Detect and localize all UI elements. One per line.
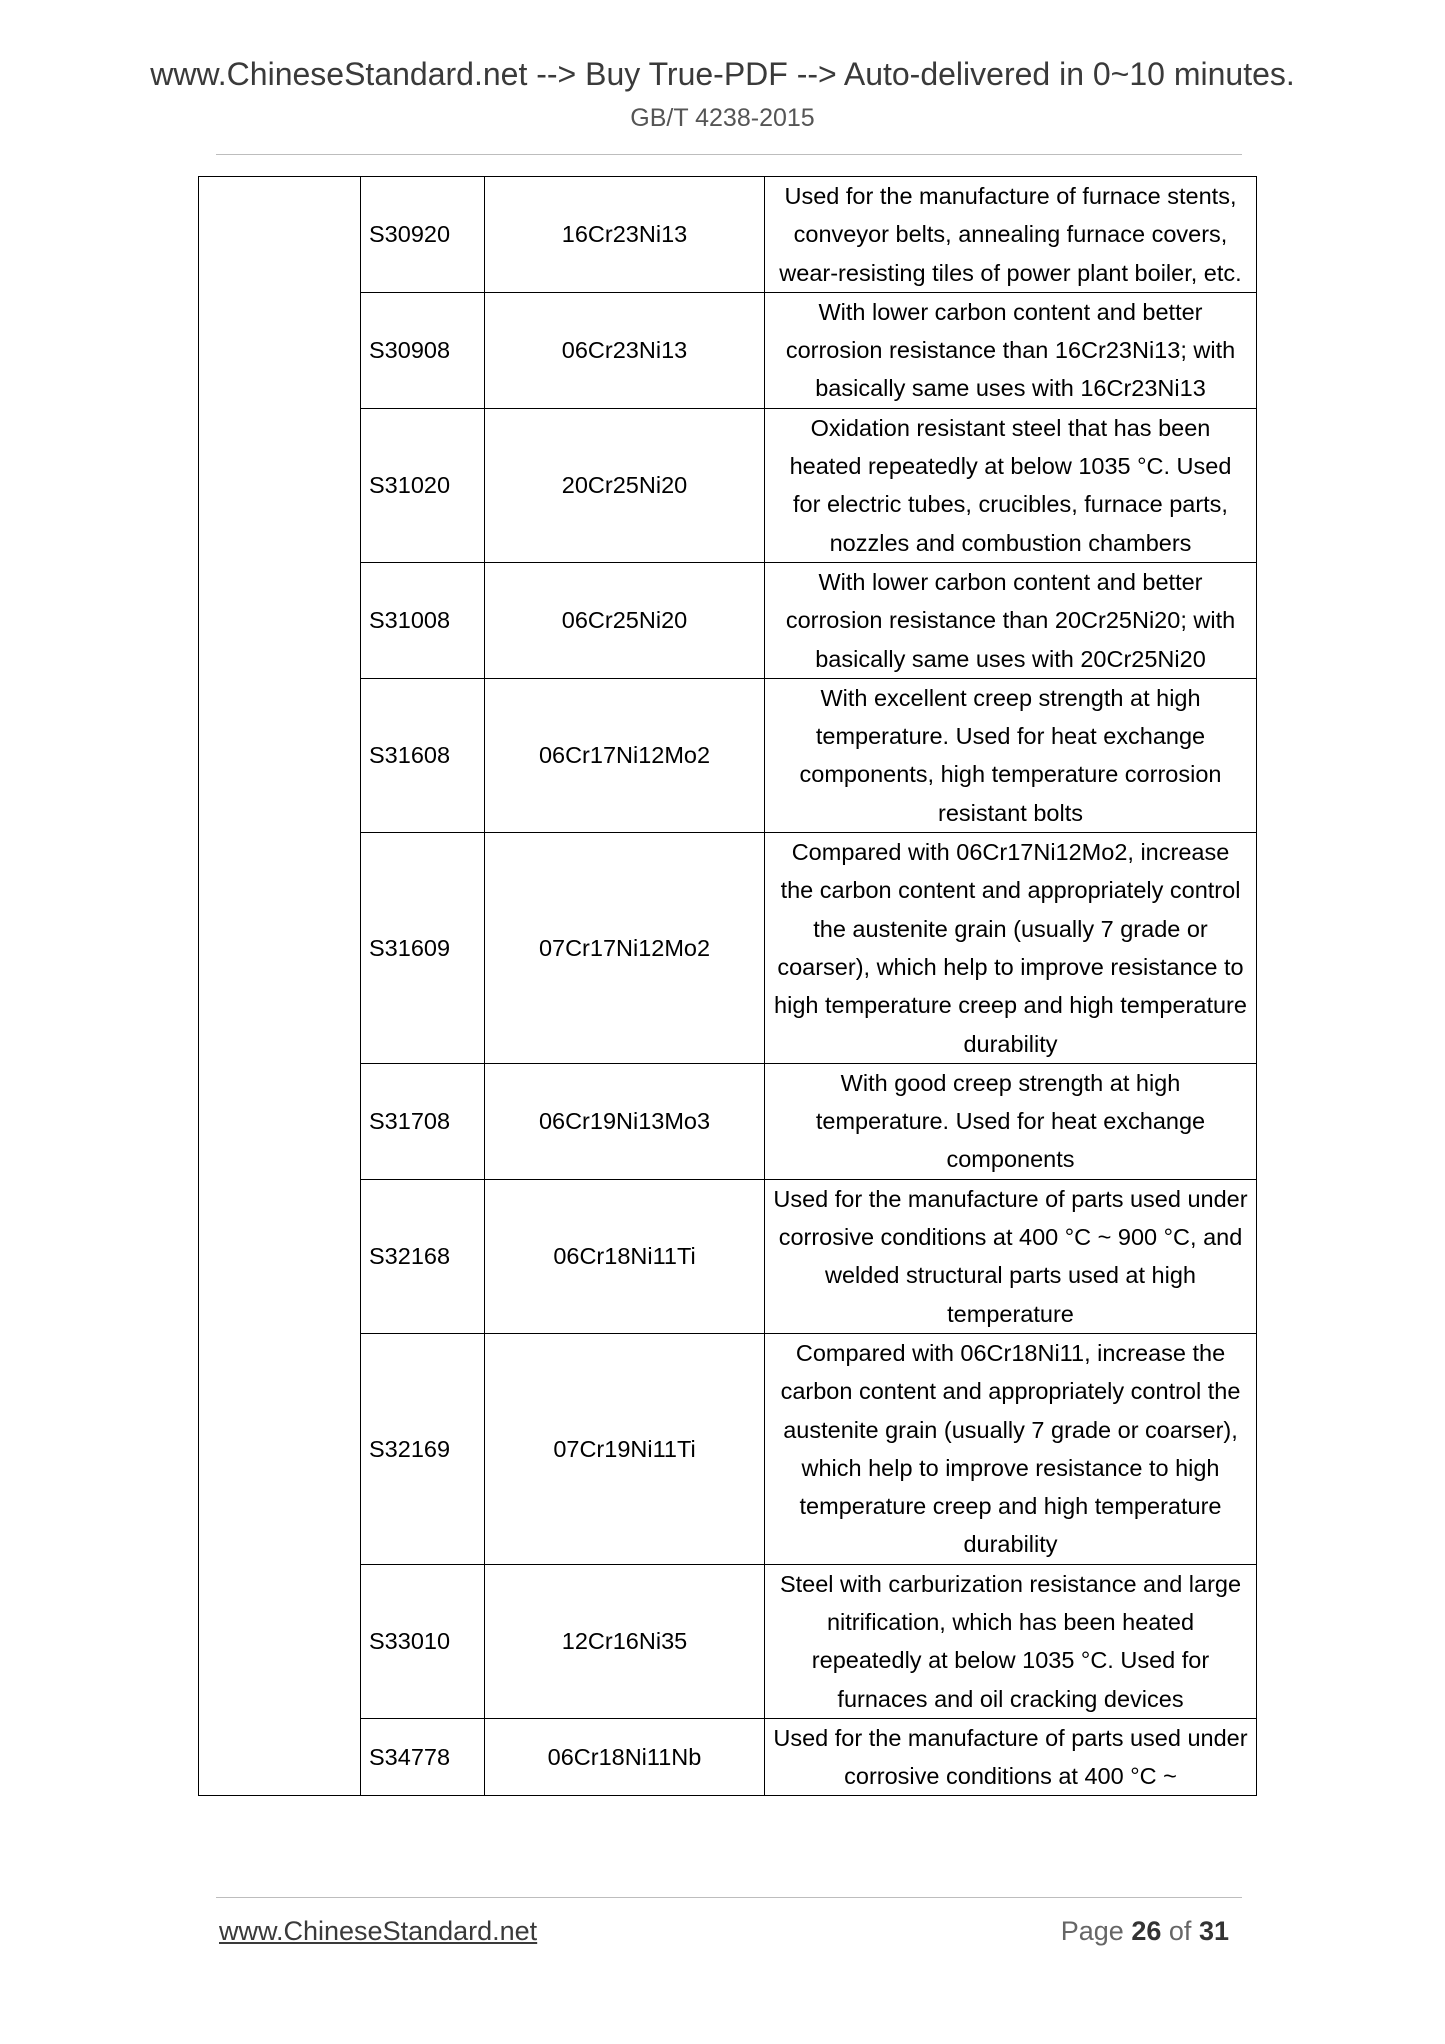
page-label: Page (1060, 1916, 1124, 1946)
unified-code-cell: S32169 (361, 1333, 485, 1564)
page-total: 31 (1198, 1916, 1229, 1946)
grade-cell: 06Cr23Ni13 (485, 292, 765, 408)
application-cell: With excellent creep strength at high temperature. Used for heat exchange components, high temperature corrosion resistant bolts (765, 678, 1257, 832)
footer-divider (216, 1897, 1242, 1898)
application-cell: Used for the manufacture of parts used under corrosive conditions at 400 °C ~ 900 °C, and welded structural parts used at high temperature (765, 1179, 1257, 1333)
unified-code-cell: S31608 (361, 678, 485, 832)
application-cell: Used for the manufacture of parts used under corrosive conditions at 400 °C ~ (765, 1718, 1257, 1796)
application-cell: Compared with 06Cr18Ni11, increase the carbon content and appropriately control the austenite grain (usually 7 grade or coarser), which help to improve resistance to high temperature creep and high temperature durability (765, 1333, 1257, 1564)
unified-code-cell: S34778 (361, 1718, 485, 1796)
unified-code-cell: S32168 (361, 1179, 485, 1333)
grade-cell: 12Cr16Ni35 (485, 1564, 765, 1718)
grade-cell: 06Cr19Ni13Mo3 (485, 1063, 765, 1179)
table-row (199, 177, 1257, 293)
unified-code-cell: S30920 (361, 177, 485, 293)
page-current: 26 (1131, 1916, 1162, 1946)
unified-code-cell: S33010 (361, 1564, 485, 1718)
grade-cell: 06Cr17Ni12Mo2 (485, 678, 765, 832)
unified-code-cell: S31008 (361, 562, 485, 678)
header-divider (216, 154, 1242, 155)
grade-cell: 07Cr19Ni11Ti (485, 1333, 765, 1564)
page-indicator (1061, 1916, 1229, 1947)
site-link[interactable]: www.ChineseStandard.net (219, 1916, 538, 1946)
application-cell: Compared with 06Cr17Ni12Mo2, increase the carbon content and appropriately control the austenite grain (usually 7 grade or coarser), which help to improve resistance to high temperature creep and high temperature durability (765, 833, 1257, 1064)
unified-code-cell: S31708 (361, 1063, 485, 1179)
grade-cell: 20Cr25Ni20 (485, 408, 765, 562)
standard-number: GB/T 4238-2015 (630, 104, 815, 132)
grade-cell: 16Cr23Ni13 (485, 177, 765, 293)
grade-cell: 06Cr25Ni20 (485, 562, 765, 678)
steel-grade-table (198, 176, 1257, 1796)
category-cell (199, 177, 361, 1796)
header-banner: www.ChineseStandard.net --> Buy True-PDF --> Auto-delivered in 0~10 minutes. (150, 56, 1295, 92)
unified-code-cell: S31020 (361, 408, 485, 562)
application-cell: With lower carbon content and better corrosion resistance than 20Cr25Ni20; with basically same uses with 20Cr25Ni20 (765, 562, 1257, 678)
unified-code-cell: S31609 (361, 833, 485, 1064)
grade-cell: 07Cr17Ni12Mo2 (485, 833, 765, 1064)
grade-cell: 06Cr18Ni11Nb (485, 1718, 765, 1796)
unified-code-cell: S30908 (361, 292, 485, 408)
page-of: of (1168, 1916, 1192, 1946)
application-cell: With lower carbon content and better corrosion resistance than 16Cr23Ni13; with basically same uses with 16Cr23Ni13 (765, 292, 1257, 408)
application-cell: Steel with carburization resistance and large nitrification, which has been heated repeatedly at below 1035 °C. Used for furnaces and oil cracking devices (765, 1564, 1257, 1718)
application-cell: With good creep strength at high temperature. Used for heat exchange components (765, 1063, 1257, 1179)
application-cell: Oxidation resistant steel that has been heated repeatedly at below 1035 °C. Used for electric tubes, crucibles, furnace parts, nozzles and combustion chambers (765, 408, 1257, 562)
application-cell: Used for the manufacture of furnace stents, conveyor belts, annealing furnace covers, wear-resisting tiles of power plant boiler, etc. (765, 177, 1257, 293)
grade-cell: 06Cr18Ni11Ti (485, 1179, 765, 1333)
